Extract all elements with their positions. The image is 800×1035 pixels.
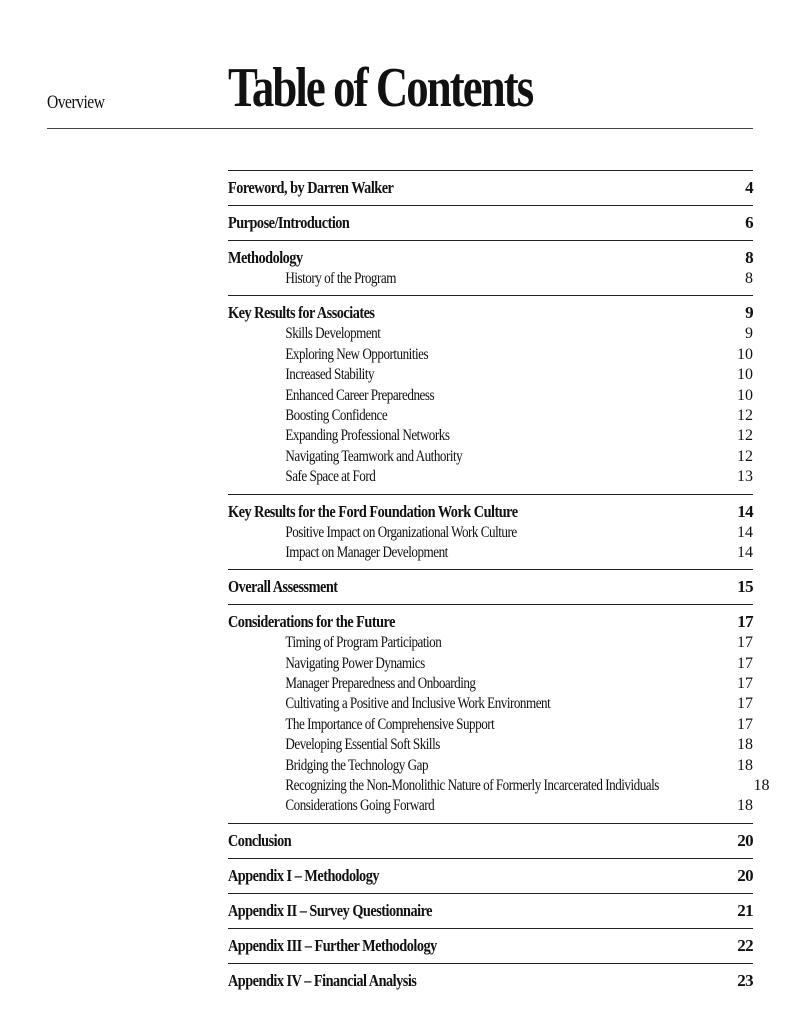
- toc-section: [228, 240, 753, 295]
- toc-entry[interactable]: [228, 612, 753, 634]
- toc-subentry-label: Cultivating a Positive and Inclusive Work Environment: [285, 695, 551, 713]
- toc-entry-label: Methodology: [228, 248, 303, 267]
- toc-entry-label: Overall Assessment: [228, 577, 338, 597]
- toc-subentry-page: 12: [737, 447, 753, 465]
- toc-entry-page: 21: [737, 900, 753, 920]
- toc-subentry[interactable]: [228, 544, 753, 564]
- toc-entry[interactable]: [228, 248, 753, 270]
- toc-entry-page: 20: [737, 865, 753, 885]
- toc-subentry-page: 12: [737, 427, 753, 445]
- toc-subentry[interactable]: [228, 325, 753, 345]
- toc-subentry-label: Impact on Manager Development: [285, 543, 448, 561]
- toc-subentry-label: History of the Program: [285, 270, 396, 287]
- toc-subentry[interactable]: [228, 634, 753, 654]
- toc-subentry-label: Skills Development: [285, 325, 381, 343]
- toc-subentry[interactable]: [228, 448, 753, 468]
- toc-subentry[interactable]: [228, 270, 753, 290]
- toc-subentry-page: 14: [737, 543, 753, 561]
- toc-subentry[interactable]: [228, 777, 770, 797]
- toc-section: [228, 604, 770, 823]
- toc-subentry[interactable]: [228, 366, 753, 386]
- toc-entry-label: Considerations for the Future: [228, 612, 395, 632]
- toc-entry-label: Conclusion: [228, 830, 292, 850]
- toc-subentry-label: Safe Space at Ford: [285, 468, 376, 486]
- toc-entry-label: Appendix I – Methodology: [228, 865, 379, 885]
- toc-subentry-label: Developing Essential Soft Skills: [285, 736, 440, 754]
- toc-entry-label: Appendix III – Further Methodology: [228, 935, 437, 955]
- toc-subentry-page: 17: [737, 695, 753, 713]
- toc-subentry[interactable]: [228, 524, 753, 544]
- toc-section: [228, 963, 753, 998]
- toc-subentry-page: 13: [737, 468, 753, 486]
- toc-section: [228, 569, 753, 604]
- toc-section: [228, 858, 753, 893]
- toc-subentry-label: Considerations Going Forward: [285, 797, 435, 815]
- toc-subentry-page: 14: [737, 523, 753, 541]
- toc-subentry-page: 17: [737, 675, 753, 693]
- toc-entry-page: 4: [745, 178, 753, 197]
- toc-entry-label: Purpose/Introduction: [228, 213, 350, 232]
- toc-subentry-label: Increased Stability: [285, 366, 375, 384]
- toc-subentry-label: The Importance of Comprehensive Support: [285, 715, 495, 733]
- toc-section: [228, 893, 753, 928]
- toc-entry[interactable]: [228, 303, 753, 325]
- section-label: Overview: [47, 92, 105, 113]
- toc-subentry-label: Bridging the Technology Gap: [285, 756, 429, 774]
- toc-subentry-page: 18: [753, 777, 770, 795]
- toc-entry-label: Appendix IV – Financial Analysis: [228, 970, 417, 990]
- toc-entry-page: 15: [737, 577, 753, 597]
- toc-section: [228, 170, 753, 205]
- toc-subentry-label: Navigating Teamwork and Authority: [285, 447, 463, 465]
- toc-section: [228, 295, 753, 493]
- toc-subentry[interactable]: [228, 695, 753, 715]
- toc-entry[interactable]: [228, 502, 753, 524]
- header-divider: [47, 128, 753, 129]
- toc-subentry[interactable]: [228, 468, 753, 488]
- toc-subentry[interactable]: [228, 797, 753, 817]
- toc-section: [228, 205, 753, 240]
- toc-subentry-page: 18: [737, 797, 753, 815]
- toc-subentry-label: Expanding Professional Networks: [285, 427, 450, 445]
- toc-subentry-page: 9: [745, 325, 753, 343]
- toc-subentry-label: Exploring New Opportunities: [285, 345, 429, 363]
- toc-subentry[interactable]: [228, 387, 753, 407]
- toc-subentry[interactable]: [228, 407, 753, 427]
- toc-subentry[interactable]: [228, 655, 753, 675]
- toc-entry-page: 22: [737, 935, 753, 955]
- toc-entry[interactable]: [228, 971, 753, 993]
- toc-entry-page: 20: [737, 830, 753, 850]
- toc-subentry-page: 12: [737, 406, 753, 424]
- toc-subentry-label: Manager Preparedness and Onboarding: [285, 675, 476, 693]
- toc-subentry-label: Positive Impact on Organizational Work Culture: [285, 523, 517, 541]
- toc-subentry[interactable]: [228, 716, 753, 736]
- toc-subentry-page: 8: [745, 270, 753, 287]
- toc-entry-page: 23: [737, 970, 753, 990]
- toc-entry[interactable]: [228, 577, 753, 599]
- toc-subentry-page: 17: [737, 654, 753, 672]
- toc-entry[interactable]: [228, 936, 753, 958]
- toc-entry-page: 17: [737, 612, 753, 632]
- toc-entry-page: 6: [745, 213, 753, 232]
- toc-subentry[interactable]: [228, 757, 753, 777]
- toc-entry-label: Key Results for the Ford Foundation Work Culture: [228, 501, 518, 521]
- toc-entry[interactable]: [228, 866, 753, 888]
- toc-subentry-label: Enhanced Career Preparedness: [285, 386, 435, 404]
- toc-subentry-label: Timing of Program Participation: [285, 634, 442, 652]
- toc-section: [228, 494, 753, 570]
- toc-subentry-page: 17: [737, 634, 753, 652]
- toc-entry[interactable]: [228, 213, 753, 235]
- toc-subentry-page: 18: [737, 756, 753, 774]
- toc-entry-label: Foreword, by Darren Walker: [228, 178, 394, 197]
- toc-entry[interactable]: [228, 901, 753, 923]
- toc-subentry-page: 10: [737, 345, 753, 363]
- toc-entry[interactable]: [228, 178, 753, 200]
- page-title: Table of Contents: [228, 57, 533, 119]
- toc-entry-page: 9: [745, 303, 753, 323]
- toc-subentry-page: 18: [737, 736, 753, 754]
- toc-entry-label: Key Results for Associates: [228, 303, 375, 323]
- toc-subentry-label: Navigating Power Dynamics: [285, 654, 425, 672]
- table-of-contents: [228, 170, 770, 998]
- toc-subentry[interactable]: [228, 346, 753, 366]
- toc-entry-label: Appendix II – Survey Questionnaire: [228, 900, 432, 920]
- toc-section: [228, 823, 753, 858]
- toc-subentry-page: 17: [737, 715, 753, 733]
- toc-subentry[interactable]: [228, 736, 753, 756]
- toc-subentry[interactable]: [228, 675, 753, 695]
- toc-entry-page: 8: [745, 248, 753, 267]
- toc-subentry-page: 10: [737, 386, 753, 404]
- toc-section: [228, 928, 753, 963]
- toc-subentry[interactable]: [228, 427, 753, 447]
- toc-subentry-label: Boosting Confidence: [285, 406, 388, 424]
- toc-subentry-page: 10: [737, 366, 753, 384]
- toc-entry[interactable]: [228, 831, 753, 853]
- toc-subentry-label: Recognizing the Non-Monolithic Nature of Formerly Incarcerated Individuals: [285, 777, 659, 795]
- toc-entry-page: 14: [737, 501, 753, 521]
